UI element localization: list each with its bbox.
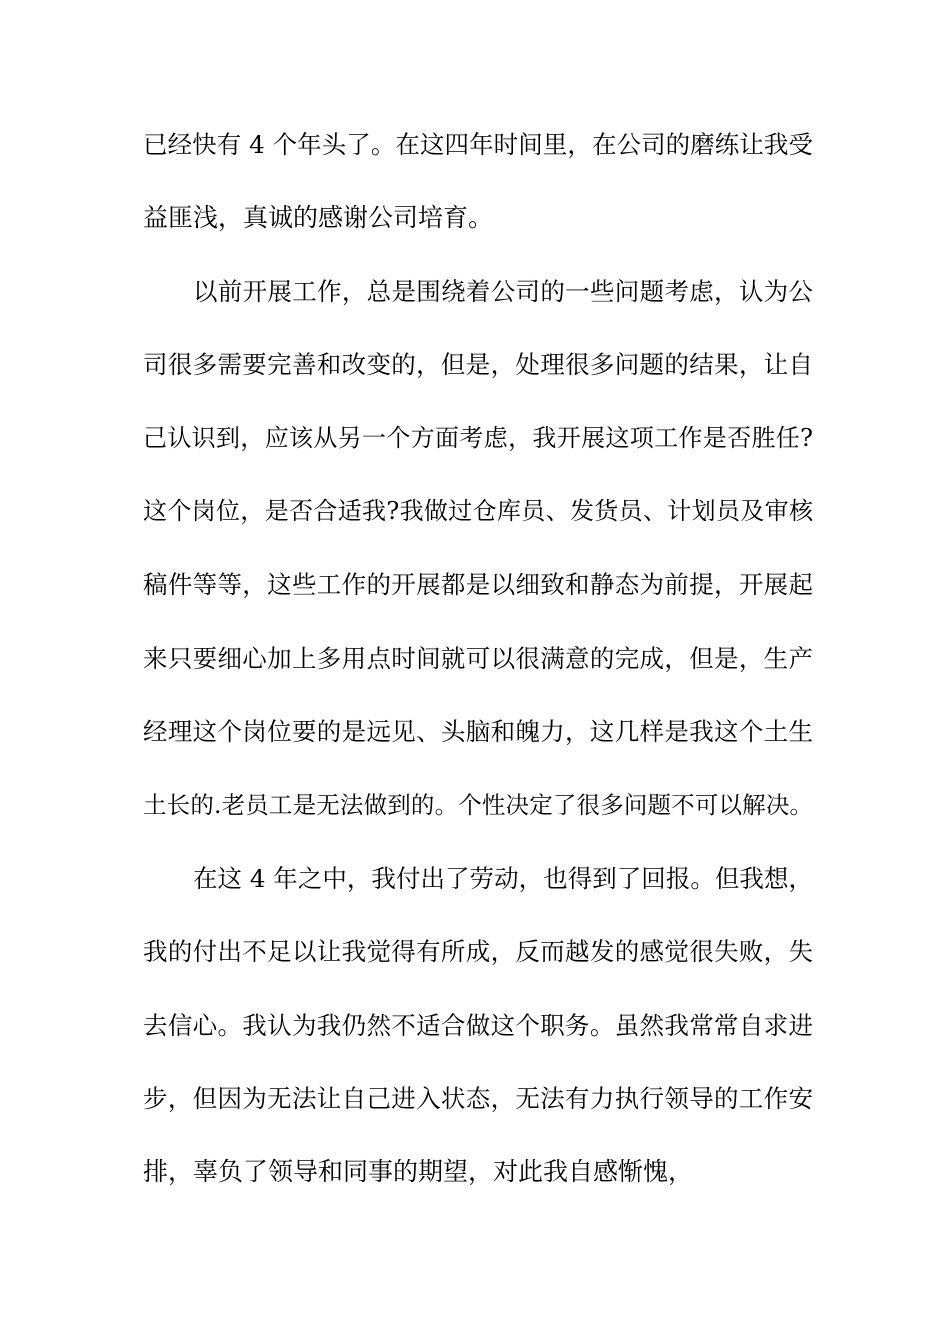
text-line: 排，辜负了领导和同事的期望，对此我自感惭愧，: [143, 1157, 694, 1187]
text-line: 以前开展工作，总是围绕着公司的一些问题考虑，认为公: [193, 276, 813, 306]
text-line: 这个岗位，是否合适我?我做过仓库员、发货员、计划员及审核: [143, 496, 813, 525]
text-line: 己认识到，应该从另一个方面考虑，我开展这项工作是否胜任?: [143, 423, 813, 452]
text-line: 来只要细心加上多用点时间就可以很满意的完成，但是，生产: [143, 643, 813, 673]
text-line: 司很多需要完善和改变的，但是，处理很多问题的结果，让自: [143, 350, 813, 380]
text-line: 在这 4 年之中，我付出了劳动，也得到了回报。但我想，: [193, 863, 813, 893]
text-line: 益匪浅，真诚的感谢公司培育。: [143, 203, 494, 233]
text-line: 土长的.老员工是无法做到的。个性决定了很多问题不可以解决。: [143, 790, 813, 819]
text-line: 经理这个岗位要的是远见、头脑和魄力，这几样是我这个土生: [143, 717, 813, 747]
text-line: 去信心。我认为我仍然不适合做这个职务。虽然我常常自求进: [143, 1010, 813, 1040]
document-body: [143, 132, 813, 1233]
text-line: 已经快有 4 个年头了。在这四年时间里，在公司的磨练让我受: [143, 130, 813, 159]
text-line: 稿件等等，这些工作的开展都是以细致和静态为前提，开展起: [143, 570, 813, 600]
text-line: 步，但因为无法让自己进入状态，无法有力执行领导的工作安: [143, 1084, 813, 1114]
text-line: 我的付出不足以让我觉得有所成，反而越发的感觉很失败，失: [143, 937, 813, 967]
